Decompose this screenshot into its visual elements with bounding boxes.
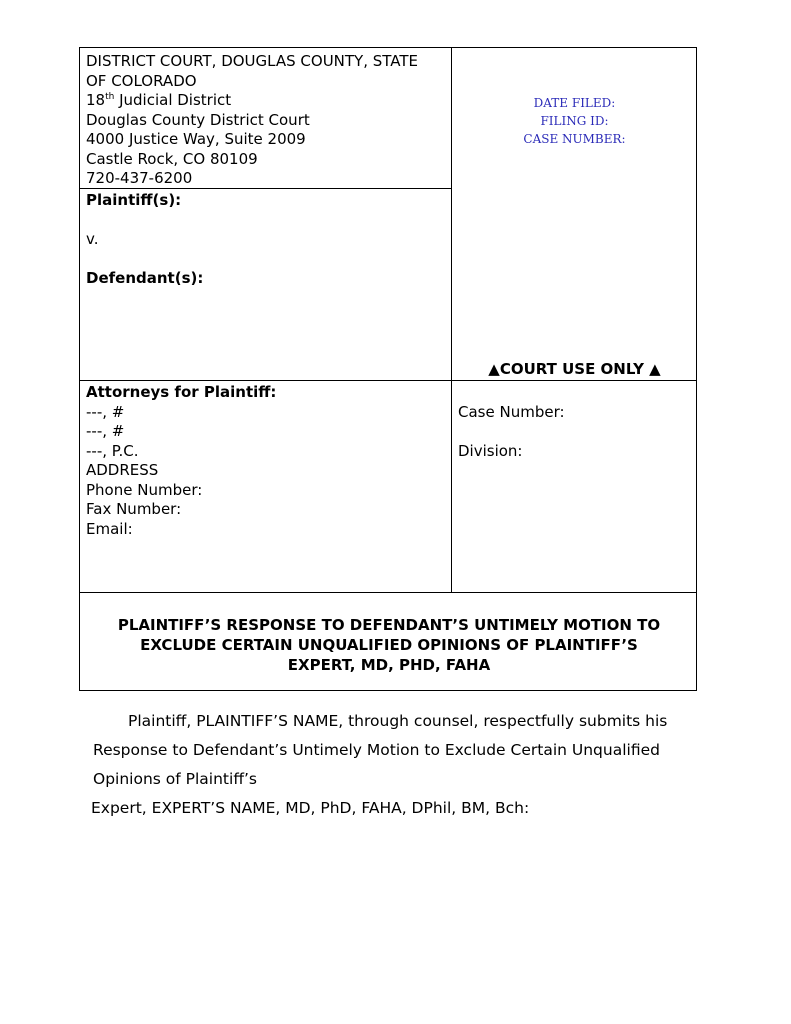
- case-number-label: Case Number:: [458, 403, 565, 421]
- court-line-1: DISTRICT COURT, DOUGLAS COUNTY, STATE: [86, 52, 419, 70]
- body-line: Opinions of Plaintiff’s: [93, 770, 257, 788]
- division-label: Division:: [458, 442, 523, 460]
- attorney-line: Fax Number:: [86, 500, 182, 518]
- attorney-line: Email:: [86, 519, 133, 538]
- attorneys-heading: Attorneys for Plaintiff:: [86, 383, 277, 401]
- attorney-line: ADDRESS: [86, 461, 159, 479]
- court-street: 4000 Justice Way, Suite 2009: [86, 130, 306, 148]
- court-city: Castle Rock, CO 80109: [86, 149, 258, 168]
- court-use-only-label: ▲COURT USE ONLY ▲: [488, 360, 661, 378]
- district-number: 18: [86, 91, 106, 109]
- court-name: Douglas County District Court: [86, 110, 310, 129]
- district-rest: Judicial District: [114, 91, 232, 109]
- date-filed-label: DATE FILED:: [533, 96, 616, 110]
- district-suffix: th: [105, 92, 115, 102]
- court-phone: 720-437-6200: [86, 169, 193, 187]
- case-info-block: [458, 403, 688, 462]
- case-number-stamp-label: CASE NUMBER:: [523, 132, 626, 146]
- filing-stamp: [452, 94, 697, 148]
- title-line: EXPERT, MD, PHD, FAHA: [287, 656, 491, 674]
- attorney-line: ---, #: [86, 422, 125, 440]
- body-line: Response to Defendant’s Untimely Motion to Exclude Certain Unqualified: [93, 741, 660, 759]
- attorney-line: ---, P.C.: [86, 441, 139, 460]
- filing-id-label: FILING ID:: [540, 114, 609, 128]
- row-divider-parties: [80, 380, 696, 381]
- body-line: Expert, EXPERT’S NAME, MD, PhD, FAHA, DPhil, BM, Bch:: [91, 799, 530, 817]
- row-divider-attorneys: [80, 592, 696, 593]
- court-address-block: [86, 52, 446, 189]
- body-line: Plaintiff, PLAINTIFF’S NAME, through counsel, respectfully submits his: [128, 712, 668, 730]
- court-line-2: OF COLORADO: [86, 71, 197, 90]
- document-title: [80, 615, 698, 675]
- attorney-line: Phone Number:: [86, 480, 203, 499]
- attorney-line: ---, #: [86, 402, 125, 421]
- defendants-label: Defendant(s):: [86, 269, 204, 287]
- title-line: EXCLUDE CERTAIN UNQUALIFIED OPINIONS OF PLAINTIFF’S: [140, 636, 638, 654]
- judicial-district: [86, 91, 446, 111]
- title-line: PLAINTIFF’S RESPONSE TO DEFENDANT’S UNTIMELY MOTION TO: [117, 616, 661, 634]
- caption-table: [79, 47, 697, 691]
- versus-label: v.: [86, 230, 99, 248]
- parties-block: [86, 191, 446, 289]
- plaintiffs-label: Plaintiff(s):: [86, 191, 182, 209]
- attorneys-block: [86, 383, 446, 539]
